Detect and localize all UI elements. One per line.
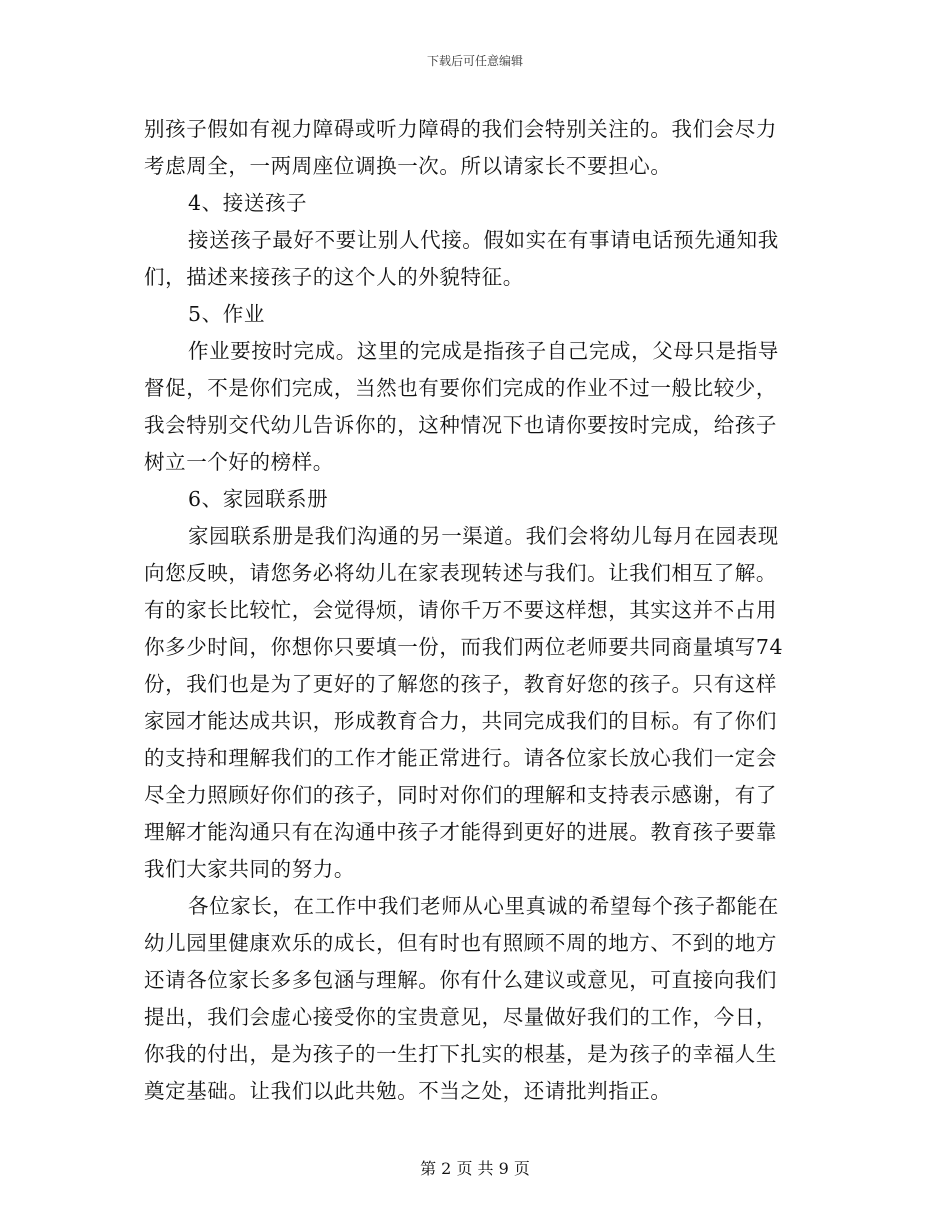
text-line: 向您反映，请您务必将幼儿在家表现转述与我们。让我们相互了解。 [144,561,777,585]
text-line: 6、家园联系册 [188,487,329,511]
text-line: 你多少时间，你想你只要填一份，而我们两位老师要共同商量填写74 [144,635,784,659]
text-line: 家园联系册是我们沟通的另一渠道。我们会将幼儿每月在园表现 [188,524,779,548]
text-line: 有的家长比较忙，会觉得烦，请你千万不要这样想，其实这并不占用 [144,598,777,622]
text-line: 考虑周全，一两周座位调换一次。所以请家长不要担心。 [144,154,672,178]
text-line: 提出，我们会虚心接受你的宝贵意见，尽量做好我们的工作，今日， [144,1005,777,1029]
text-line: 作业要按时完成。这里的完成是指孩子自己完成，父母只是指导 [188,339,779,363]
text-line: 督促，不是你们完成，当然也有要你们完成的作业不过一般比较少， [144,376,777,400]
text-line: 的支持和理解我们的工作才能正常进行。请各位家长放心我们一定会 [144,746,777,770]
text-line: 幼儿园里健康欢乐的成长，但有时也有照顾不周的地方、不到的地方 [144,931,777,955]
text-line: 还请各位家长多多包涵与理解。你有什么建议或意见，可直接向我们 [144,968,777,992]
text-line: 4、接送孩子 [188,191,308,215]
text-line: 家园才能达成共识，形成教育合力，共同完成我们的目标。有了你们 [144,709,777,733]
text-line: 5、作业 [188,302,265,326]
text-line: 尽全力照顾好你们的孩子，同时对你们的理解和支持表示感谢，有了 [144,783,777,807]
page-footer: 第 2 页 共 9 页 [420,1159,530,1178]
text-line: 理解才能沟通只有在沟通中孩子才能得到更好的进展。教育孩子要靠 [144,820,777,844]
text-line: 树立一个好的榜样。 [144,450,334,474]
text-line: 接送孩子最好不要让别人代接。假如实在有事请电话预先通知我 [188,228,779,252]
text-line: 我们大家共同的努力。 [144,857,355,881]
text-line: 你我的付出，是为孩子的一生打下扎实的根基，是为孩子的幸福人生 [144,1042,777,1066]
text-line: 各位家长，在工作中我们老师从心里真诚的希望每个孩子都能在 [188,894,779,918]
document-body [144,111,806,1110]
text-line: 份，我们也是为了更好的了解您的孩子，教育好您的孩子。只有这样 [144,672,777,696]
text-line: 们，描述来接孩子的这个人的外貌特征。 [144,265,524,289]
text-line: 奠定基础。让我们以此共勉。不当之处，还请批判指正。 [144,1079,672,1103]
page-header: 下载后可任意编辑 [426,54,523,68]
text-line: 别孩子假如有视力障碍或听力障碍的我们会特别关注的。我们会尽力 [144,117,777,141]
text-line: 我会特别交代幼儿告诉你的，这种情况下也请你要按时完成，给孩子 [144,413,777,437]
